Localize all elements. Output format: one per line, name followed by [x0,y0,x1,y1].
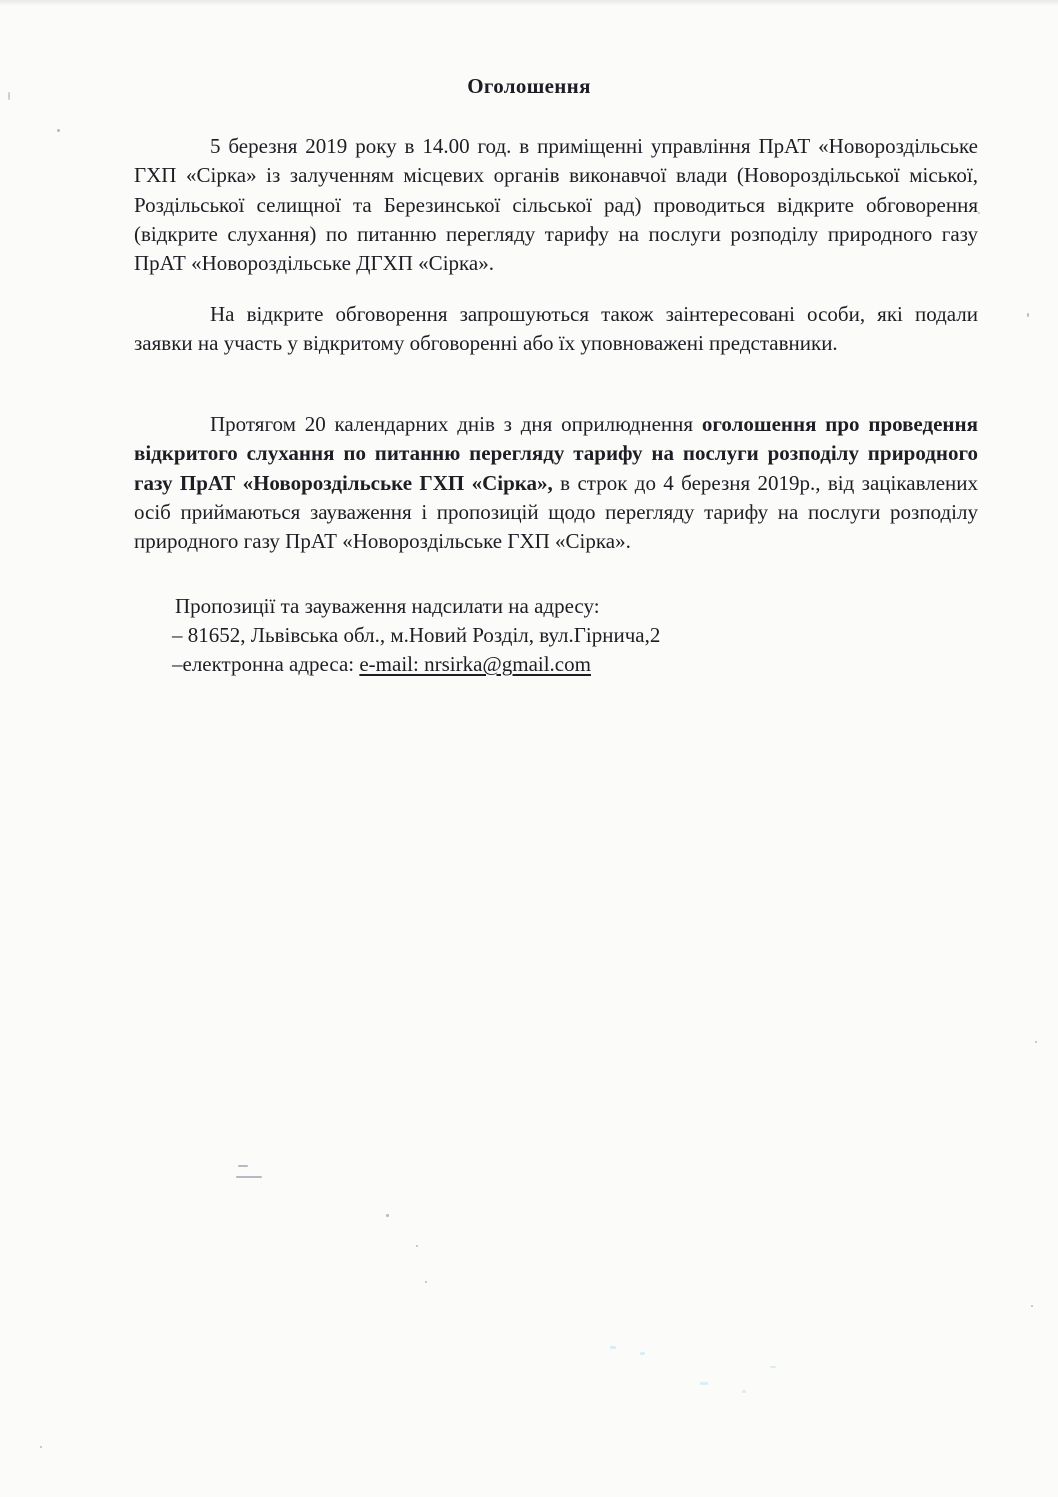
scan-speck [425,1281,427,1283]
scan-speck [416,1245,418,1247]
scan-speck [1027,313,1029,317]
email-label: –електронна адреса: [172,652,360,676]
scan-color-artifact [742,1390,746,1393]
paragraph-3-bold: оголошення про проведення відкритого слухання по питанню перегляду тарифу на послуги розподілу природного газу ПрАТ «Новороздільське ГХП «Сірка», [134,412,978,495]
document-title: Оголошення [467,74,591,98]
paragraph-1-text: 5 березня 2019 року в 14.00 год. в приміщенні управління ПрАТ «Новороздільське ГХП «Сірка» із залученням місцевих органів виконавчої влади (Новороздільської міської, Роздільської селищної та Березинської сільської рад) проводиться відкрите обговорення (відкрите слухання) по питанню перегляду тарифу на послуги розподілу природного газу ПрАТ «Новороздільське ДГХП «Сірка». [134,134,978,276]
paragraph-comments-period [134,410,978,556]
contacts-email-line [172,650,591,679]
scan-speck [1031,1305,1033,1307]
scan-speck [386,1214,389,1217]
scan-speck [1035,1041,1037,1043]
paragraph-3-tail: в строк до 4 березня 2019р., від зацікавлених осіб приймаються зауваження і пропозицій щодо перегляду тарифу на послуги розподілу природного газу ПрАТ «Новороздільське ГХП «Сірка». [134,470,978,554]
email-link[interactable]: e-mail: nrsirka@gmail.com [359,652,591,676]
scan-speck [8,92,10,100]
scan-speck [978,212,980,214]
contacts-address: – 81652, Львівська обл., м.Новий Розділ, вул.Гірнича,2 [172,623,661,647]
paragraph-3-lead: Протягом 20 календарних днів з дня оприлюднення [210,412,702,436]
scan-color-artifact [770,1366,776,1368]
scan-edge-shadow [0,0,1058,6]
paragraph-invitation [134,300,978,359]
scan-color-artifact [640,1352,645,1355]
contacts-intro: Пропозиції та зауваження надсилати на адресу: [175,594,600,618]
scan-speck [238,1165,248,1167]
scan-speck [57,129,60,132]
scan-color-artifact [700,1382,708,1385]
paragraph-announcement-date [134,132,978,278]
paragraph-2-text: На відкрите обговорення запрошуються також заінтересовані особи, які подали заявки на участь у відкритому обговоренні або їх уповноважені представники. [134,302,978,356]
scan-speck [40,1446,42,1448]
scan-speck [236,1176,262,1178]
scan-color-artifact [610,1346,616,1349]
